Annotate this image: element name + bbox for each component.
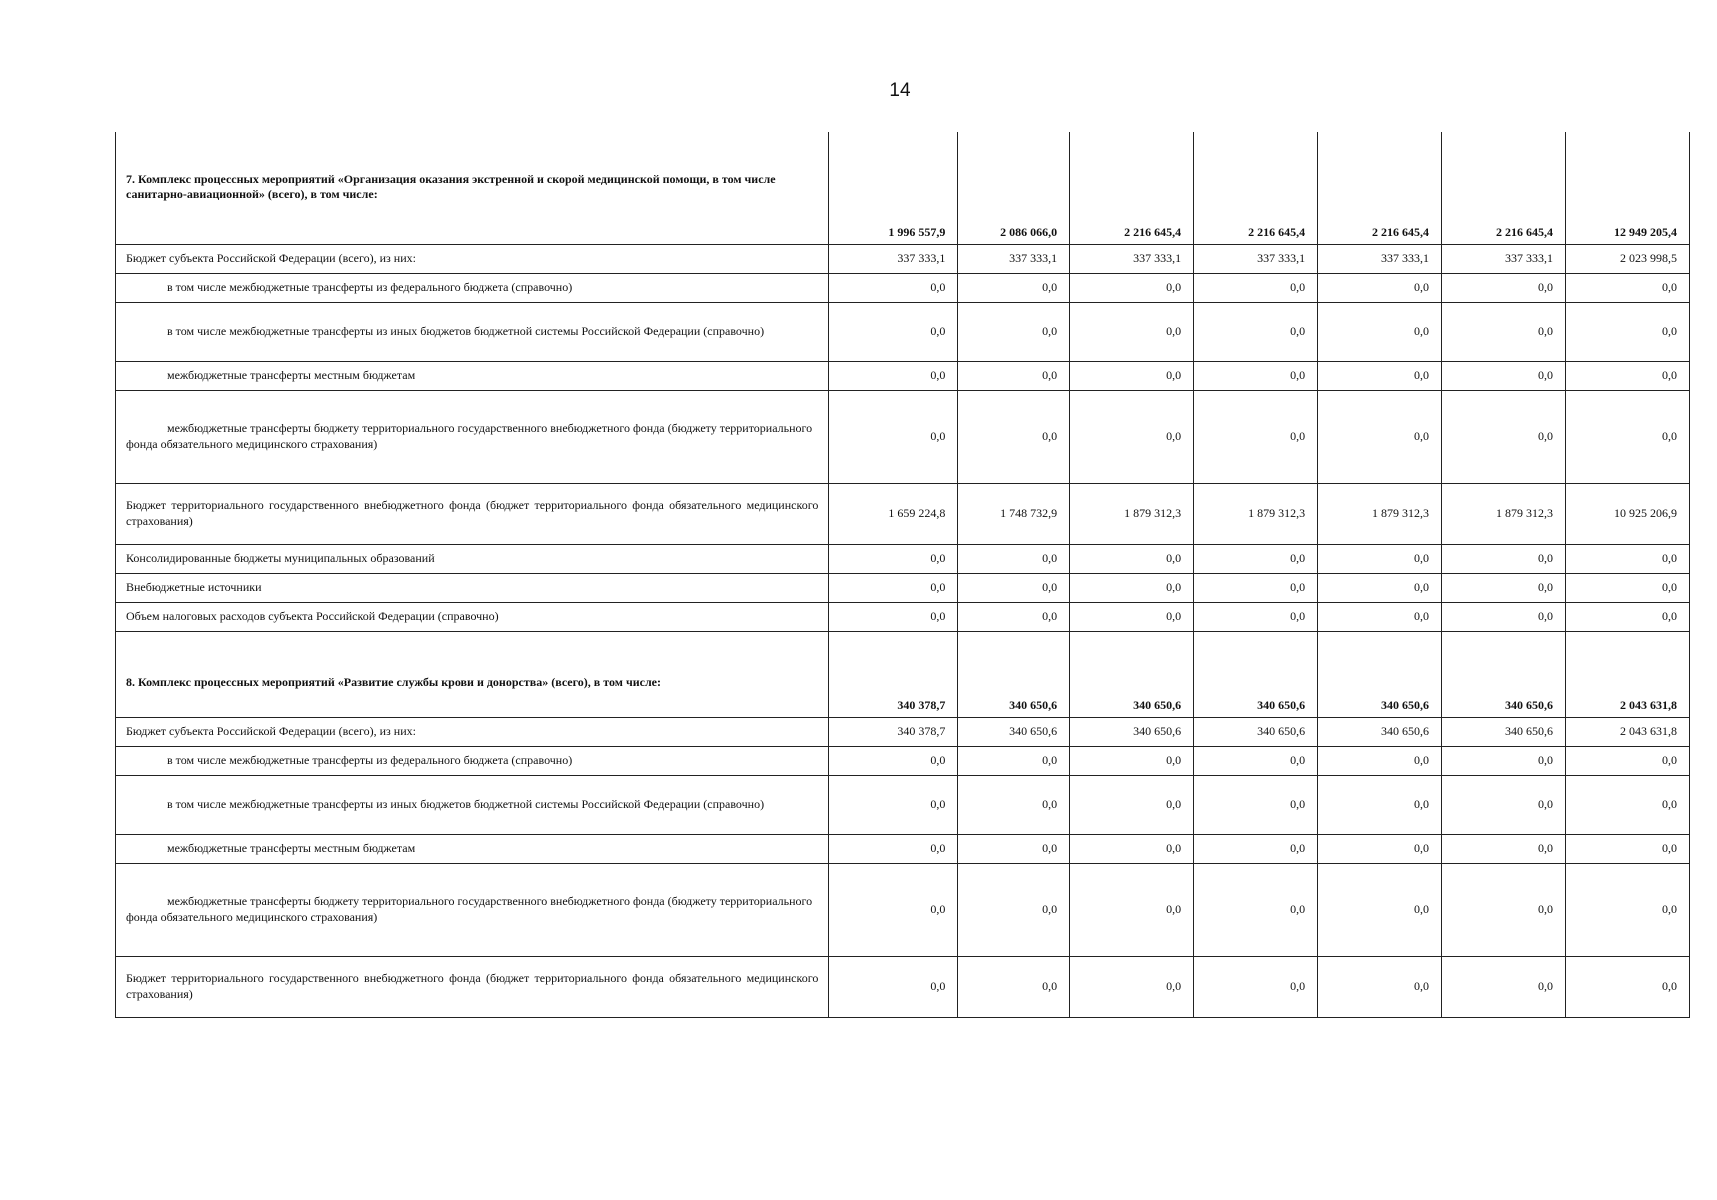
value-cell: 0,0 [1318,775,1442,834]
value-cell: 0,0 [1070,956,1194,1017]
value-cell: 340 378,7 [829,717,958,746]
section-total-cell: 340 378,7 [829,631,958,717]
value-cell: 337 333,1 [829,244,958,273]
value-cell: 0,0 [1070,302,1194,361]
row-label: в том числе межбюджетные трансферты из федерального бюджета (справочно) [116,273,829,302]
section-title: 8. Комплекс процессных мероприятий «Развитие службы крови и донорства» (всего), в том числе: [116,631,829,717]
row-label: в том числе межбюджетные трансферты из иных бюджетов бюджетной системы Российской Федерации (справочно) [116,775,829,834]
row-label: межбюджетные трансферты местным бюджетам [116,361,829,390]
section-total-cell: 1 996 557,9 [829,132,958,244]
budget-table [115,132,1690,1018]
section-total-cell: 2 086 066,0 [958,132,1070,244]
value-cell: 0,0 [1566,544,1690,573]
value-cell: 0,0 [829,573,958,602]
value-cell: 0,0 [1442,573,1566,602]
section-total-cell: 2 043 631,8 [1566,631,1690,717]
value-cell: 0,0 [1442,746,1566,775]
value-cell: 0,0 [1070,573,1194,602]
value-cell: 0,0 [829,544,958,573]
table-row [116,544,1690,573]
value-cell: 0,0 [958,775,1070,834]
value-cell: 0,0 [1318,956,1442,1017]
value-cell: 1 879 312,3 [1318,483,1442,544]
value-cell: 2 043 631,8 [1566,717,1690,746]
value-cell: 0,0 [1566,390,1690,483]
row-label: в том числе межбюджетные трансферты из федерального бюджета (справочно) [116,746,829,775]
value-cell: 0,0 [1566,834,1690,863]
table-row [116,834,1690,863]
value-cell: 0,0 [829,602,958,631]
value-cell: 0,0 [1194,602,1318,631]
value-cell: 1 879 312,3 [1442,483,1566,544]
value-cell: 340 650,6 [1070,717,1194,746]
value-cell: 340 650,6 [1194,717,1318,746]
row-label: межбюджетные трансферты бюджету территориального государственного внебюджетного фонда (бюджету территориального фонда обязательного медицинского страхования) [116,390,829,483]
value-cell: 0,0 [1442,273,1566,302]
row-label: в том числе межбюджетные трансферты из иных бюджетов бюджетной системы Российской Федерации (справочно) [116,302,829,361]
value-cell: 0,0 [1566,361,1690,390]
row-label: Внебюджетные источники [116,573,829,602]
value-cell: 0,0 [1194,573,1318,602]
value-cell: 0,0 [829,390,958,483]
row-label: Бюджет территориального государственного внебюджетного фонда (бюджет территориального фонда обязательного медицинского страхования) [116,956,829,1017]
value-cell: 0,0 [829,775,958,834]
value-cell: 2 023 998,5 [1566,244,1690,273]
value-cell: 0,0 [1194,956,1318,1017]
value-cell: 0,0 [829,956,958,1017]
value-cell: 0,0 [1442,863,1566,956]
value-cell: 337 333,1 [1194,244,1318,273]
value-cell: 0,0 [1566,863,1690,956]
section-total-cell: 2 216 645,4 [1442,132,1566,244]
table-row [116,602,1690,631]
table-row [116,956,1690,1017]
value-cell: 0,0 [958,573,1070,602]
value-cell: 337 333,1 [958,244,1070,273]
value-cell: 0,0 [958,302,1070,361]
value-cell: 340 650,6 [958,717,1070,746]
value-cell: 0,0 [1318,302,1442,361]
value-cell: 0,0 [1442,361,1566,390]
value-cell: 0,0 [958,834,1070,863]
value-cell: 1 879 312,3 [1194,483,1318,544]
section-total-cell: 340 650,6 [1194,631,1318,717]
value-cell: 0,0 [1070,390,1194,483]
value-cell: 0,0 [1318,273,1442,302]
value-cell: 0,0 [1194,302,1318,361]
row-label: Бюджет субъекта Российской Федерации (всего), из них: [116,717,829,746]
value-cell: 0,0 [1070,775,1194,834]
row-label: Консолидированные бюджеты муниципальных образований [116,544,829,573]
table-row [116,863,1690,956]
section-total-cell: 340 650,6 [1442,631,1566,717]
table-row [116,573,1690,602]
value-cell: 1 659 224,8 [829,483,958,544]
section-total-cell: 2 216 645,4 [1318,132,1442,244]
value-cell: 1 879 312,3 [1070,483,1194,544]
section-total-cell: 340 650,6 [1318,631,1442,717]
section-header-row [116,132,1690,244]
value-cell: 0,0 [1442,302,1566,361]
value-cell: 0,0 [1070,746,1194,775]
value-cell: 0,0 [958,544,1070,573]
value-cell: 0,0 [1442,956,1566,1017]
section-total-cell: 340 650,6 [1070,631,1194,717]
table-row [116,775,1690,834]
table-row [116,717,1690,746]
value-cell: 0,0 [829,863,958,956]
row-label: Объем налоговых расходов субъекта Российской Федерации (справочно) [116,602,829,631]
table-row [116,483,1690,544]
value-cell: 340 650,6 [1318,717,1442,746]
value-cell: 0,0 [1442,602,1566,631]
value-cell: 0,0 [1318,746,1442,775]
row-label: межбюджетные трансферты местным бюджетам [116,834,829,863]
value-cell: 0,0 [1318,834,1442,863]
section-total-cell: 12 949 205,4 [1566,132,1690,244]
value-cell: 0,0 [1070,361,1194,390]
value-cell: 0,0 [1566,746,1690,775]
value-cell: 0,0 [958,361,1070,390]
table-row [116,390,1690,483]
value-cell: 0,0 [1070,273,1194,302]
value-cell: 0,0 [1070,834,1194,863]
value-cell: 0,0 [1194,390,1318,483]
value-cell: 0,0 [1442,834,1566,863]
value-cell: 0,0 [1194,863,1318,956]
table-row [116,746,1690,775]
value-cell: 0,0 [1194,834,1318,863]
value-cell: 0,0 [958,956,1070,1017]
section-title: 7. Комплекс процессных мероприятий «Организация оказания экстренной и скорой медицинской помощи, в том числе санитарно-авиационной» (всего), в том числе: [116,132,829,244]
row-label: Бюджет субъекта Российской Федерации (всего), из них: [116,244,829,273]
value-cell: 340 650,6 [1442,717,1566,746]
value-cell: 337 333,1 [1442,244,1566,273]
value-cell: 0,0 [829,746,958,775]
row-label: межбюджетные трансферты бюджету территориального государственного внебюджетного фонда (бюджету территориального фонда обязательного медицинского страхования) [116,863,829,956]
value-cell: 0,0 [958,390,1070,483]
table-row [116,361,1690,390]
value-cell: 0,0 [1070,544,1194,573]
value-cell: 0,0 [1442,544,1566,573]
table-row [116,244,1690,273]
value-cell: 0,0 [1442,390,1566,483]
value-cell: 0,0 [1566,302,1690,361]
value-cell: 0,0 [958,273,1070,302]
value-cell: 0,0 [829,273,958,302]
value-cell: 0,0 [1566,273,1690,302]
value-cell: 1 748 732,9 [958,483,1070,544]
value-cell: 0,0 [1194,361,1318,390]
value-cell: 0,0 [829,302,958,361]
value-cell: 0,0 [1318,863,1442,956]
value-cell: 0,0 [1318,544,1442,573]
value-cell: 0,0 [958,746,1070,775]
value-cell: 0,0 [958,602,1070,631]
value-cell: 0,0 [1318,390,1442,483]
section-total-cell: 340 650,6 [958,631,1070,717]
value-cell: 0,0 [1566,775,1690,834]
value-cell: 0,0 [1566,602,1690,631]
value-cell: 0,0 [1070,863,1194,956]
value-cell: 0,0 [1318,361,1442,390]
value-cell: 0,0 [829,834,958,863]
value-cell: 0,0 [1194,746,1318,775]
value-cell: 337 333,1 [1318,244,1442,273]
section-header-row [116,631,1690,717]
table-row [116,302,1690,361]
value-cell: 0,0 [1070,602,1194,631]
value-cell: 0,0 [1442,775,1566,834]
row-label: Бюджет территориального государственного внебюджетного фонда (бюджет территориального фонда обязательного медицинского страхования) [116,483,829,544]
table-row [116,273,1690,302]
value-cell: 0,0 [1194,544,1318,573]
value-cell: 0,0 [1318,602,1442,631]
section-total-cell: 2 216 645,4 [1070,132,1194,244]
value-cell: 337 333,1 [1070,244,1194,273]
value-cell: 0,0 [1318,573,1442,602]
value-cell: 0,0 [1566,573,1690,602]
value-cell: 0,0 [958,863,1070,956]
section-total-cell: 2 216 645,4 [1194,132,1318,244]
value-cell: 0,0 [829,361,958,390]
value-cell: 0,0 [1194,273,1318,302]
value-cell: 0,0 [1566,956,1690,1017]
value-cell: 10 925 206,9 [1566,483,1690,544]
page-number: 14 [889,80,911,101]
value-cell: 0,0 [1194,775,1318,834]
